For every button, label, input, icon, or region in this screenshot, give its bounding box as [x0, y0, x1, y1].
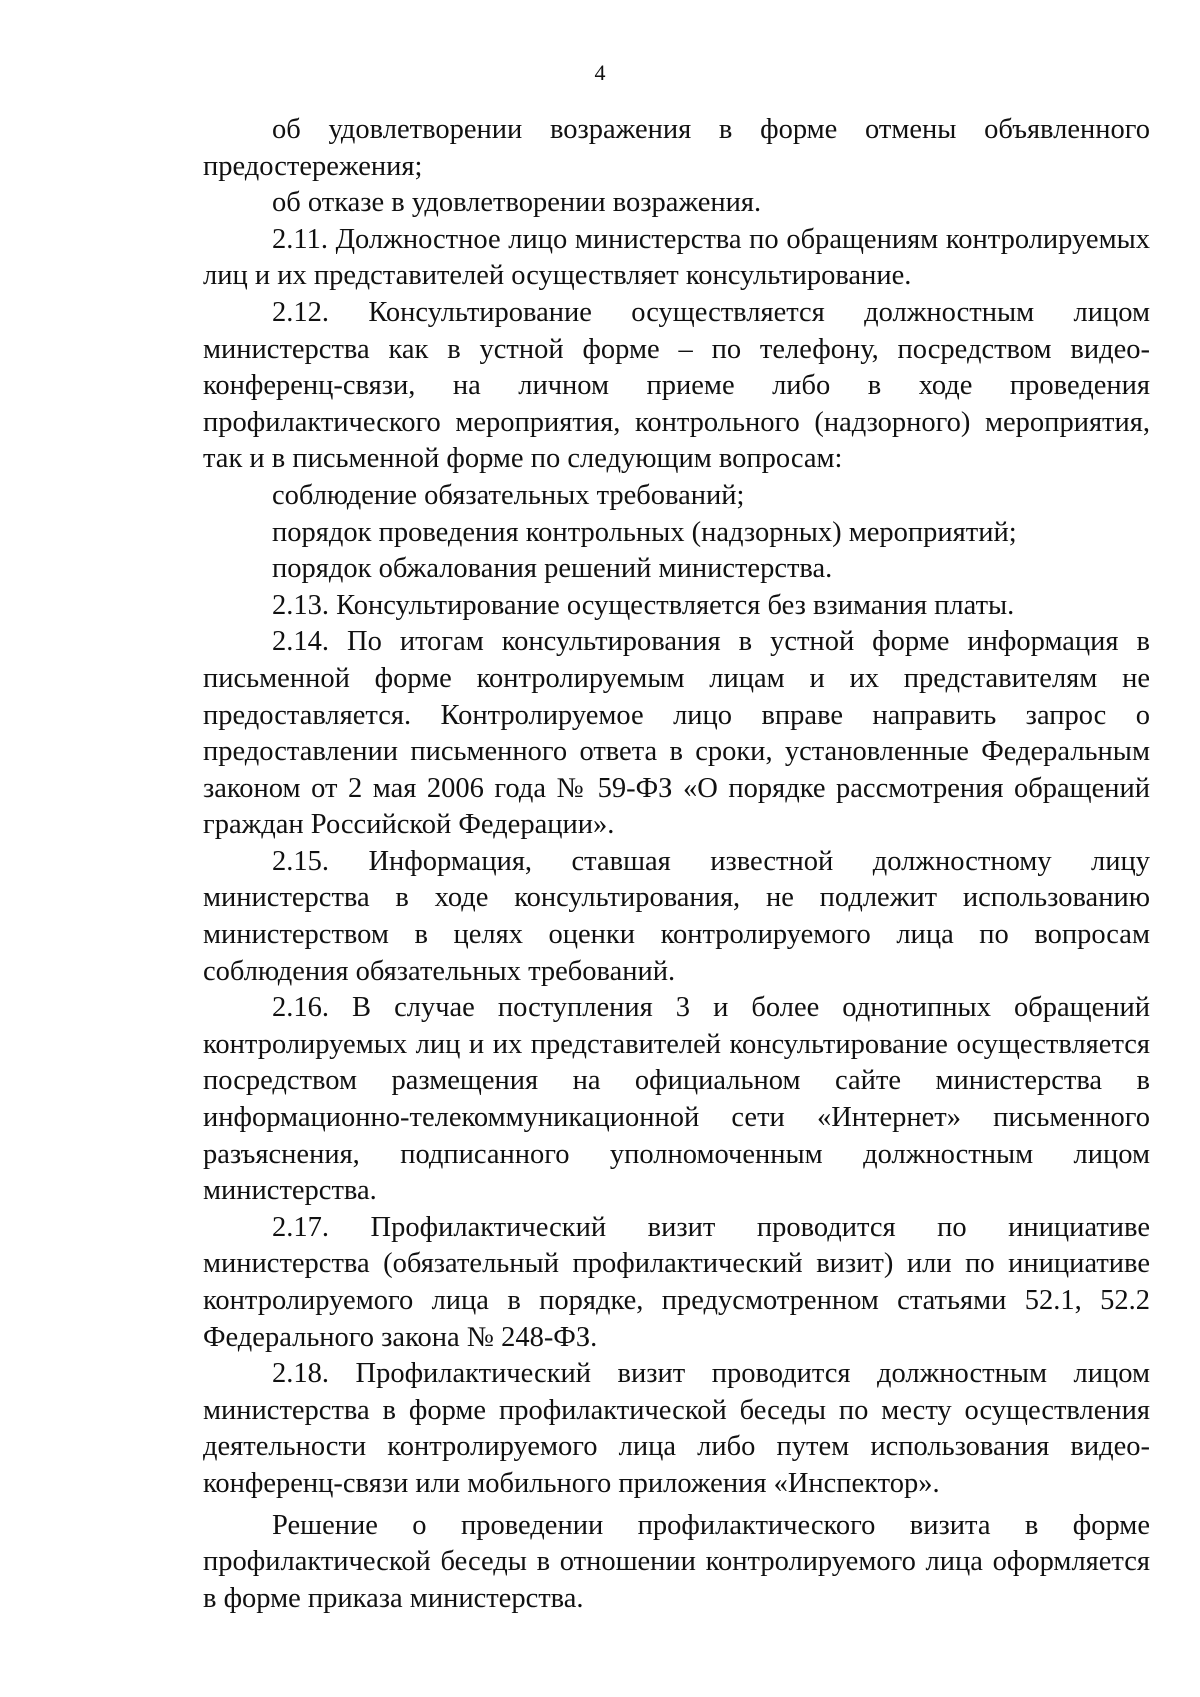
paragraph-2-15: 2.15. Информация, ставшая известной должностному лицу министерства в ходе консультирования, не подлежит использованию министерством в целях оценки контролируемого лица по вопросам соблюдения обязательных требований. [203, 845, 1150, 987]
paragraph-2-17: 2.17. Профилактический визит проводится по инициативе министерства (обязательный профилактический визит) или по инициативе контролируемого лица в порядке, предусмотренном статьями 52.1, 52.2 Федерального закона № 248-ФЗ. [203, 1211, 1150, 1353]
paragraph-2-16: 2.16. В случае поступления 3 и более однотипных обращений контролируемых лиц и их представителей консультирование осуществляется посредством размещения на официальном сайте министерства в информационно-телекоммуникационной сети «Интернет» письменного разъяснения, подписанного уполномоченным должностным лицом министерства. [203, 992, 1150, 1207]
list-item-requirements: соблюдение обязательных требований; [272, 479, 745, 511]
list-item-procedure: порядок проведения контрольных (надзорных) мероприятий; [272, 516, 1017, 548]
paragraph-2-13: 2.13. Консультирование осуществляется без взимания платы. [272, 589, 1015, 621]
paragraph-visit-decision: Решение о проведении профилактического визита в форме профилактической беседы в отношении контролируемого лица оформляется в форме приказа министерства. [203, 1509, 1150, 1614]
paragraph-objection-refused: об отказе в удовлетворении возражения. [272, 187, 762, 219]
paragraph-2-11: 2.11. Должностное лицо министерства по обращениям контролируемых лиц и их представителей осуществляет консультирование. [203, 223, 1150, 292]
list-item-appeal: порядок обжалования решений министерства. [272, 553, 833, 585]
paragraph-2-18: 2.18. Профилактический визит проводится должностным лицом министерства в форме профилактической беседы по месту осуществления деятельности контролируемого лица либо путем использования видео-конференц-связи или мобильного приложения «Инспектор». [203, 1358, 1150, 1499]
document-body [203, 112, 1150, 1617]
paragraph-objection-satisfied: об удовлетворении возражения в форме отмены объявленного предостережения; [203, 114, 1150, 182]
paragraph-2-12: 2.12. Консультирование осуществляется должностным лицом министерства как в устной форме – по телефону, посредством видео-конференц-связи, на личном приеме либо в ходе проведения профилактического мероприятия, контрольного (надзорного) мероприятия, так и в письменной форме по следующим вопросам: [203, 296, 1150, 475]
paragraph-2-14: 2.14. По итогам консультирования в устной форме информация в письменной форме контролируемым лицам и их представителям не предоставляется. Контролируемое лицо вправе направить запрос о предоставлении письменного ответа в сроки, установленные Федеральным законом от 2 мая 2006 года № 59-ФЗ «О порядке рассмотрения обращений граждан Российской Федерации». [203, 626, 1150, 841]
page-number: 4 [594, 60, 606, 85]
